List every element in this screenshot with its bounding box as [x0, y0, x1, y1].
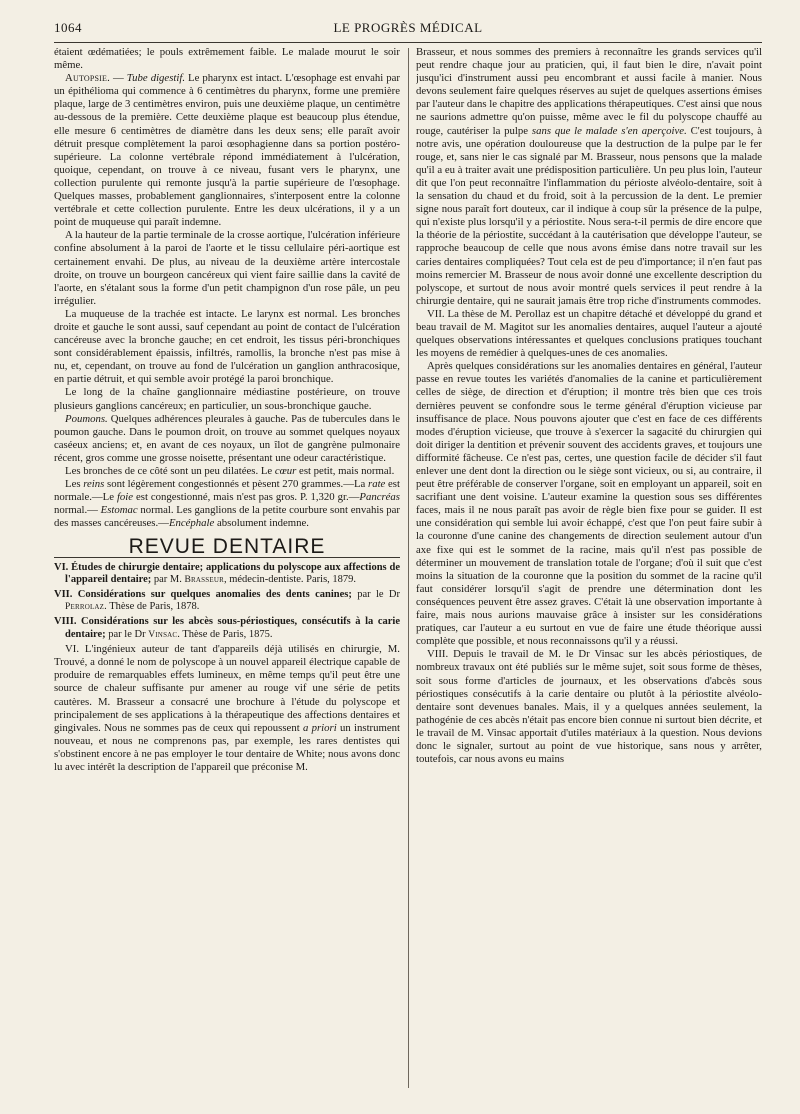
text: absolument indemne.	[214, 517, 309, 530]
organ-term: rate	[368, 478, 386, 491]
text: VI. L'ingénieux auteur de tant d'appareils déjà utilisés en chirurgie, M. Trouvé, a donné le nom de polyscope à un nouvel appareil électrique capable de produire de remarquables effets lumineux, en même temps qu'il peut être une source de chaleur suffisante pur amener au rouge vif une série de petits cautères. M. Brasseur a consacré une brochure à l'étude du polyscope et principalement de ses applications à la thérapeutique des affections dentaires et gingivales. Nous ne sommes pas de ceux qui repoussent	[54, 643, 400, 734]
paragraph-autopsie	[54, 72, 400, 229]
bibliography-entry	[54, 616, 400, 641]
column-divider	[408, 48, 409, 1088]
organ-term: foie	[116, 491, 134, 504]
entry-title: Considérations sur quelques anomalies des dents canines;	[72, 588, 352, 600]
paragraph	[416, 46, 762, 308]
subheading: Tube digestif.	[126, 72, 186, 85]
dash: —	[110, 72, 127, 85]
text: Les bronches de ce côté sont un peu dilatées. Le	[65, 465, 275, 477]
text-columns	[54, 46, 762, 1112]
header-rule	[54, 42, 762, 43]
organ-term: Estomac	[100, 504, 138, 517]
text: , médecin-dentiste. Paris, 1879.	[223, 574, 357, 586]
paragraph: Après quelques considérations sur les anomalies dentaires en général, l'auteur passe en revue toutes les variétés d'anomalies de la canine et particulièrement celles de siège, de direction et d'éruption; il montre très bien que ces trois dernières peuvent se confondre sous le terme général d'éruption vicieuse par insuffisance de place. Nous pouvons ajouter que c'est en face de ces différents modes d'éruption vicieuse, que trouve à s'exercer la sagacité du chirurgien qui doit diriger la dentition et prévenir souvent des accidents graves, et toujours une difformité fâcheuse. Ce n'est pas, certes, une question facile de décider s'il faut enlever une dent dont la direction ou le siège sont vicieux, ou si, au contraire, il peut être préférable de conserver l'organe, soit en employant un appareil, soit en sacrifiant une dent voisine. L'auteur examine la question sous ses différentes faces, mais il ne nous paraît pas avoir de règle bien fixe pour se guider. Il est une considération qui semble lui avoir échappé, c'est que l'on peut faire subir à la couronne d'une canine des changements de direction seulement autour d'un axe fixe qui est le sommet de la racine, mais qu'il n'est pas possible de déterminer un mouvement de translation totale de l'organe; d'où il suit que c'est moins la situation de la couronne que la position du sommet de la racine qu'il faut considérer lorsqu'il s'agit de prendre une détermination dont les conséquences peuvent être assez graves. C'était là une observation importante à faire, mais nous aurions mauvaise grâce à insister sur les considérations pratiques, car l'auteur a eu surtout en vue de faire une étude théorique aussi complète que possible, et nous reconnaissons qu'il y a réussi.	[416, 360, 762, 648]
left-column	[54, 46, 400, 1112]
bibliography-entry	[54, 562, 400, 587]
entry-number: VI.	[54, 561, 69, 573]
subheading: Poumons.	[65, 412, 108, 425]
entry-author: Perrolaz	[65, 602, 105, 613]
paragraph: VII. La thèse de M. Perollaz est un chapitre détaché et développé du grand et beau travail de M. Magitot sur les anomalies dentaires, auquel l'auteur a ajouté quelques observations intéressantes et quelques conclusions pratiques touchant les moyens de remédier à quelques-unes de ces anomalies.	[416, 307, 762, 360]
entry-author: Vinsac	[148, 629, 178, 640]
journal-title: LE PROGRÈS MÉDICAL	[333, 20, 483, 35]
organ-term: Encéphale	[168, 517, 215, 530]
text: Les	[65, 478, 84, 491]
entry-number: VII.	[54, 588, 73, 600]
paragraph	[54, 465, 400, 478]
text: Brasseur, et nous sommes des premiers à reconnaître les grands services qu'il peut rendre chaque jour au praticien, qui, il faut bien le dire, n'avait point jusqu'ici d'instrument aussi peu encombrant et aussi facile à manier. Nous devons seulement faire quelques réserves au sujet de quelques assertions émises par l'auteur dans le chapitre des applications thérapeutiques. C'est ainsi que nous ne saurions admettre qu'on puisse, même avec le fil du polyscope chauffé au rouge, cautériser la pulpe	[416, 46, 762, 137]
entry-author: Brasseur	[184, 575, 224, 586]
text: C'est toujours, à notre avis, une opération douloureuse que la destruction de la pulpe par le fer rouge, et, sans nier le cas signalé par M. Brasseur, nous pensons que la malade qu'il a eu à traiter avait une prédisposition particulière. Un peu plus loin, l'auteur dit que l'on peut reconnaître l'inflammation du périoste alvéolo-dentaire, soit à la sensation du chaud et du froid, soit à la percussion de la dent. Le premier signe nous paraît fort douteux, car il indique à coup sûr la présence de la pulpe, qui n'existe plus lorsqu'il y a périostite. Nous sera-t-il permis de dire encore que la théorie de la périostite, succédant à la cautérisation que développe l'auteur, se rapproche beaucoup de celle que nous avons émise dans notre travail sur les caries dentaires compliquées? Tout cela est de peu d'importance; il n'en faut pas moins remercier M. Brasseur de nous avoir donné une excellente description du polyscope, et surtout de nous avoir montré quels services il peut rendre à la chirurgie dentaire, qui ne saurait jamais être trop riche d'instruments commodes.	[416, 124, 762, 307]
text: est normale.—Le	[54, 478, 400, 504]
organ-term: cœur	[274, 465, 297, 477]
text: sont légèrement congestionnés et pèsent 270 grammes.—La	[104, 478, 369, 491]
text: Quelques adhérences pleurales à gauche. Pas de tubercules dans le poumon gauche. Dans le poumon droit, on trouve au sommet quelques noyaux caséeux anciens; et, en avant de ces noyaux, un îlot de gangrène pulmonaire récent, gros comme une grosse noisette, présentant une odeur caractéristique.	[54, 412, 400, 464]
text: Le pharynx est intact. L'œsophage est envahi par un épithélioma qui commence à 6 centimètres du pharynx, forme une première plaque, large de 3 centimètres environ, puis une deuxième plaque, un centimètre au-dessous de la première. Cette deuxième plaque est beaucoup plus étendue, elle mesure 6 centimètres de diamètre dans les deux sens; elle paraît avoir détruit presque complètement la paroi œsophagienne dans sa portion postéro-supérieure. La colonne vertébrale répond immédiatement à l'ulcération, quoique, cependant, on trouve à ce niveau, fusant vers le pharynx, une collection purulente qui remonte jusqu'à la partie supérieure de l'œsophage. Quelques masses, probablement ganglionnaires, s'interposent entre la colonne vertébrale et cette collection purulente. Entre les deux ulcérations, il y a un point de muqueuse qui paraît indemne.	[54, 72, 400, 229]
entry-title: Considérations sur les abcès sous-périostiques, consécutifs à la carie dentaire;	[65, 615, 400, 640]
section-title: REVUE DENTAIRE	[54, 540, 400, 557]
paragraph: A la hauteur de la partie terminale de la crosse aortique, l'ulcération inférieure confine absolument à la paroi de l'aorte et le tissu cellulaire péri-aortique est certainement envahi. De plus, au niveau de la deuxième artère intercostale droite, on trouve un bourgeon cancéreux qui vient faire saillie dans la cavité de l'aorte, en s'étalant sous la forme d'un petit champignon d'un rose pâle, un peu irrégulier.	[54, 229, 400, 307]
text: par le Dr	[351, 588, 400, 600]
text: est congestionné, mais n'est pas gros. P. 1,320 gr.—	[133, 491, 360, 504]
text: . Thèse de Paris, 1878.	[104, 601, 200, 613]
latin-term: a priori	[302, 721, 337, 734]
text: un instrument nouveau, et nous ne comprenons pas, par exemple, les rares dentistes qui s'obstinent encore à ne pas employer le tour dentaire de White; nous avons donc lu avec intérêt la description de l'appareil que préconise M.	[54, 721, 400, 773]
running-header	[54, 18, 762, 38]
autopsie-label: Autopsie.	[65, 72, 110, 85]
bibliography-entry	[54, 589, 400, 614]
paragraph: La muqueuse de la trachée est intacte. Le larynx est normal. Les bronches droite et gauche le sont aussi, sauf cependant au point de contact de l'ulcération cancéreuse avec la bronche gauche; en cet endroit, les tissus péri-bronchiques sont considérablement épaissis, infiltrés, ramollis, la bronche n'est pas mise à nu, et, cependant, on trouve au fond de l'ulcération un ganglion anthracosique, en partie détruit, et qui semble avoir protégé la paroi bronchique.	[54, 307, 400, 386]
paragraph: VIII. Depuis le travail de M. le Dr Vinsac sur les abcès périostiques, de nombreux travaux ont été publiés sur le même sujet, soit sous forme de thèses, soit sous forme d'articles de journaux, et les observations d'abcès sous périostiques consécutifs à la carie dentaire ou plutôt à la périostite alvéolo-dentaire sont devenues banales. Mais, il y a quelques années seulement, la pathogénie de ces abcès n'était pas encore bien connue ni surtout bien décrite, et le travail de M. Vinsac apportait d'utiles matériaux à la question. Nous devions donc le signaler, surtout au point de vue historique, sans nous y arrêter, toutefois, car nous avons eu mains	[416, 648, 762, 766]
entry-number: VIII.	[54, 615, 77, 627]
paragraph: Le long de la chaîne ganglionnaire médiastine postérieure, on trouve plusieurs ganglions cancéreux; en particulier, un sous-bronchique gauche.	[54, 386, 400, 412]
right-column	[416, 46, 762, 1112]
text: normal. Les ganglions de la petite courbure sont envahis par des masses cancéreuses.—	[54, 504, 400, 530]
organ-term: Pancréas	[359, 491, 400, 504]
organ-term: reins	[83, 478, 105, 491]
emphasis: sans que le malade s'en aperçoive.	[531, 124, 687, 137]
entry-title: Études de chirurgie dentaire; applications du polyscope aux affections de l'appareil dentaire;	[65, 561, 400, 586]
page-number: 1064	[54, 20, 82, 35]
paragraph	[54, 478, 400, 530]
text: par le Dr	[105, 628, 149, 640]
text: par M.	[151, 574, 185, 586]
text: est petit, mais normal.	[296, 465, 395, 477]
paragraph-poumons	[54, 413, 400, 465]
paragraph	[54, 643, 400, 774]
text: . Thèse de Paris, 1875.	[177, 628, 273, 640]
text: normal.—	[54, 504, 101, 517]
paragraph: étaient œdématiées; le pouls extrêmement faible. Le malade mourut le soir même.	[54, 46, 400, 72]
